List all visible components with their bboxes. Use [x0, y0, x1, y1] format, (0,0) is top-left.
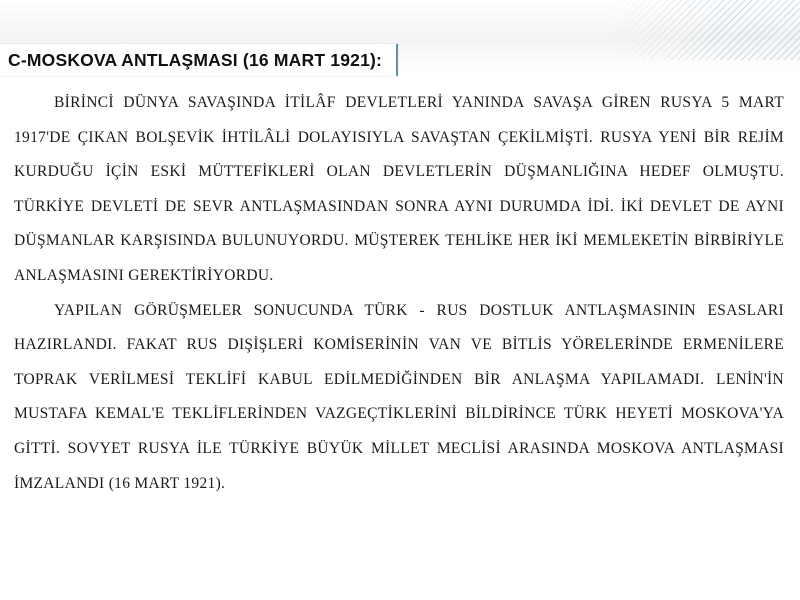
slide-title: C-MOSKOVA ANTLAŞMASI (16 MART 1921):	[8, 49, 383, 70]
paragraph-2: YAPILAN GÖRÜŞMELER SONUCUNDA TÜRK - RUS DOSTLUK ANTLAŞMASININ ESASLARI HAZIRLANDI. FAKAT RUS DIŞİŞLERİ KOMİSERİNİN VAN VE BİTLİS YÖRELERİNDE ERMENİLERE TOPRAK VERİLMESİ TEKLİFİ KABUL EDİLMEDİĞİNDEN BİR ANLAŞMA YAPILAMADI. LENİN'İN MUSTAFA KEMAL'E TEKLİFLERİNDEN VAZGEÇTİKLERİNİ BİLDİRİNCE TÜRK HEYETİ MOSKOVA'YA GİTTİ. SOVYET RUSYA İLE TÜRKİYE BÜYÜK MİLLET MECLİSİ ARASINDA MOSKOVA ANTLAŞMASI İMZALANDI (16 MART 1921).	[14, 301, 784, 492]
decorative-stripes	[610, 0, 800, 60]
title-box	[0, 44, 398, 76]
paragraph-1: BİRİNCİ DÜNYA SAVAŞINDA İTİLÂF DEVLETLERİ YANINDA SAVAŞA GİREN RUSYA 5 MART 1917'DE ÇIKAN BOLŞEVİK İHTİLÂLİ DOLAYISIYLA SAVAŞTAN ÇEKİLMİŞTİ. RUSYA YENİ BİR REJİM KURDUĞU İÇİN ESKİ MÜTTEFİKLERİ OLAN DEVLETLERİN DÜŞMANLIĞINA HEDEF OLMUŞTU. TÜRKİYE DEVLETİ DE SEVR ANTLAŞMASINDAN SONRA AYNI DURUMDA İDİ. İKİ DEVLET DE AYNI DÜŞMANLAR KARŞISINDA BULUNUYORDU. MÜŞTEREK TEHLİKE HER İKİ MEMLEKETİN BİRBİRİYLE ANLAŞMASINI GEREKTİRİYORDU.	[14, 94, 784, 284]
content-body	[14, 86, 784, 501]
